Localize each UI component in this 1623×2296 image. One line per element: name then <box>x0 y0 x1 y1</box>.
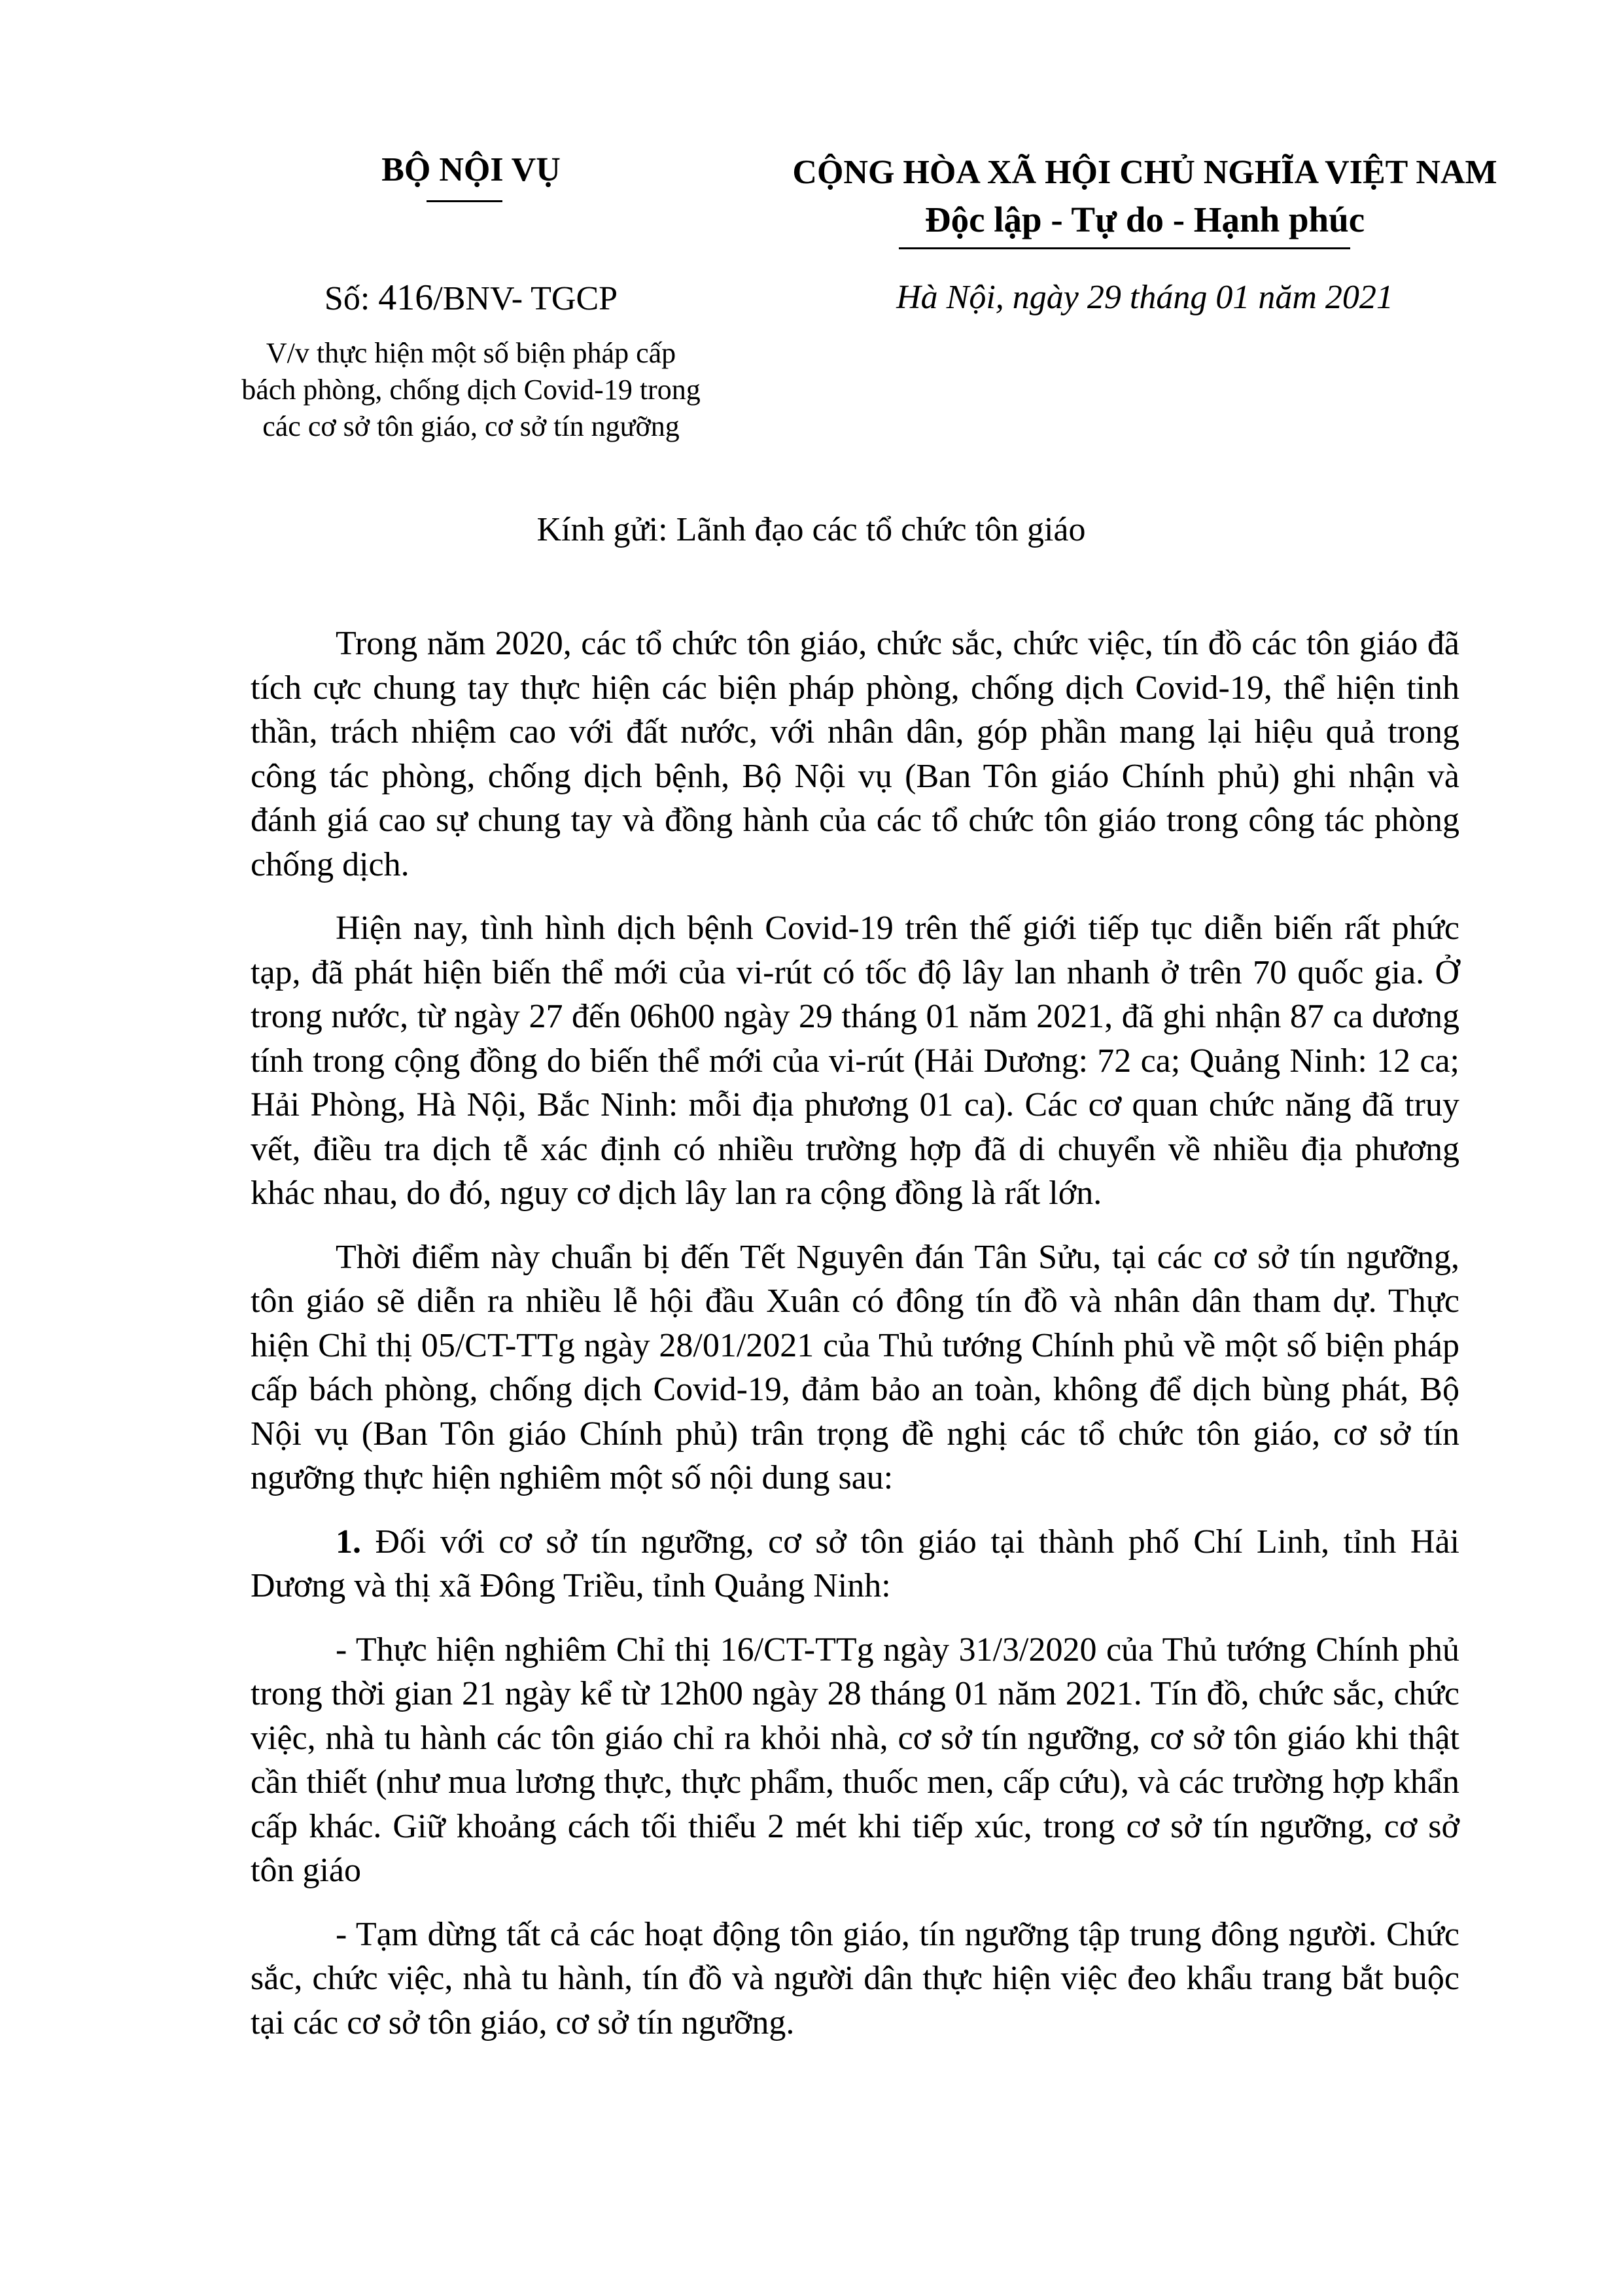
number-prefix: Số: <box>324 280 379 317</box>
item-text: Đối với cơ sở tín ngưỡng, cơ sở tôn giáo tại thành phố Chí Linh, tỉnh Hải Dương và thị xã Đông Triều, tỉnh Quảng Ninh: <box>251 1523 1459 1604</box>
subject-line: V/v thực hiện một số biện pháp cấp <box>266 337 676 369</box>
paragraph-item-1 <box>251 1520 1459 1608</box>
paragraph: - Thực hiện nghiêm Chỉ thị 16/CT-TTg ngày 31/3/2020 của Thủ tướng Chính phủ trong thời gian 21 ngày kể từ 12h00 ngày 28 tháng 01 năm 2021. Tín đồ, chức sắc, chức việc, nhà tu hành các tôn giáo chỉ ra khỏi nhà, cơ sở tín ngưỡng, cơ sở tôn giáo khi thật cần thiết (như mua lương thực, thực phẩm, thuốc men, cấp cứu), và các trường hợp khẩn cấp khác. Giữ khoảng cách tối thiểu 2 mét khi tiếp xúc, trong cơ sở tín ngưỡng, cơ sở tôn giáo <box>251 1631 1459 1889</box>
paragraph: Thời điểm này chuẩn bị đến Tết Nguyên đán Tân Sửu, tại các cơ sở tín ngưỡng, tôn giáo sẽ diễn ra nhiều lễ hội đầu Xuân có đông tín đồ và nhân dân tham dự. Thực hiện Chỉ thị 05/CT-TTg ngày 28/01/2021 của Thủ tướng Chính phủ về một số biện pháp cấp bách phòng, chống dịch Covid-19, đảm bảo an toàn, không để dịch bùng phát, Bộ Nội vụ (Ban Tôn giáo Chính phủ) trân trọng đề nghị các tổ chức tôn giáo, cơ sở tín ngưỡng thực hiện nghiêm một số nội dung sau: <box>251 1238 1459 1496</box>
recipient: Kính gửi: Lãnh đạo các tổ chức tôn giáo <box>536 511 1086 548</box>
document-number <box>275 275 667 322</box>
issuing-agency: BỘ NỘI VỤ <box>381 151 561 188</box>
number-suffix: /BNV- TGCP <box>433 280 618 317</box>
country-name: CỘNG HÒA XÃ HỘI CHỦ NGHĨA VIỆT NAM <box>792 154 1497 191</box>
national-header <box>720 149 1570 243</box>
document-body <box>251 622 1459 2064</box>
number-value: 416 <box>378 277 434 318</box>
document-date: Hà Nội, ngày 29 tháng 01 năm 2021 <box>896 279 1393 316</box>
paragraph: Trong năm 2020, các tổ chức tôn giáo, chức sắc, chức việc, tín đồ các tôn giáo đã tích cực chung tay thực hiện các biện pháp phòng, chống dịch Covid-19, thể hiện tinh thần, trách nhiệm cao với đất nước, với nhân dân, góp phần mang lại hiệu quả trong công tác phòng, chống dịch bệnh, Bộ Nội vụ (Ban Tôn giáo Chính phủ) ghi nhận và đánh giá cao sự chung tay và đồng hành của các tổ chức tôn giáo trong công tác phòng chống dịch. <box>251 625 1459 883</box>
subject-line: các cơ sở tôn giáo, cơ sở tín ngưỡng <box>262 410 680 442</box>
national-motto: Độc lập - Tự do - Hạnh phúc <box>924 200 1365 239</box>
motto-underline <box>899 247 1350 249</box>
item-number: 1. <box>336 1523 361 1561</box>
agency-underline <box>427 200 502 202</box>
document-subject <box>177 335 765 445</box>
paragraph: - Tạm dừng tất cả các hoạt động tôn giáo, tín ngưỡng tập trung đông người. Chức sắc, chức việc, nhà tu hành, tín đồ và người dân thực hiện việc đeo khẩu trang bắt buộc tại các cơ sở tôn giáo, cơ sở tín ngưỡng. <box>251 1915 1459 2041</box>
subject-line: bách phòng, chống dịch Covid-19 trong <box>241 374 701 406</box>
paragraph: Hiện nay, tình hình dịch bệnh Covid-19 trên thế giới tiếp tục diễn biến rất phức tạp, đã phát hiện biến thể mới của vi-rút có tốc độ lây lan nhanh ở trên 70 quốc gia. Ở trong nước, từ ngày 27 đến 06h00 ngày 29 tháng 01 năm 2021, đã ghi nhận 87 ca dương tính trong cộng đồng do biến thể mới của vi-rút (Hải Dương: 72 ca; Quảng Ninh: 12 ca; Hải Phòng, Hà Nội, Bắc Ninh: mỗi địa phương 01 ca). Các cơ quan chức năng đã truy vết, điều tra dịch tễ xác định có nhiều trường hợp đã di chuyển về nhiều địa phương khác nhau, do đó, nguy cơ dịch lây lan ra cộng đồng là rất lớn. <box>251 910 1459 1212</box>
